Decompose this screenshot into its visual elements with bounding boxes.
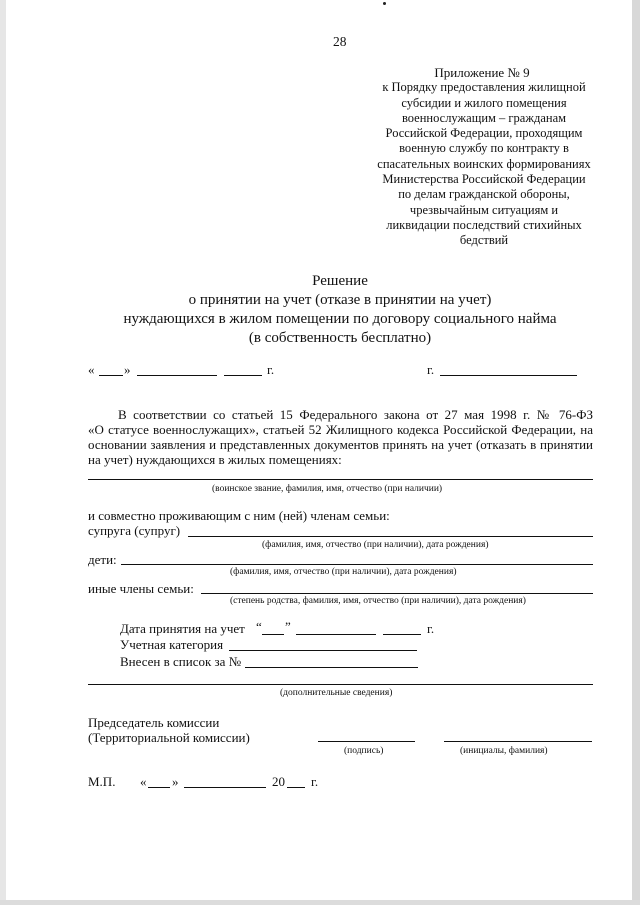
signature-caption: (подпись) [344, 746, 384, 756]
date-year-suffix: г. [267, 362, 275, 377]
stamp-month-field[interactable] [184, 787, 266, 788]
registration-year-field[interactable] [383, 634, 421, 635]
chairman-subtitle: (Территориальной комиссии) [88, 730, 250, 745]
date-close-quote: » [124, 362, 131, 377]
decision-subtitle-line: (в собственность бесплатно) [248, 330, 432, 346]
category-label: Учетная категория [120, 637, 224, 652]
children-label: дети: [88, 552, 117, 567]
spouse-caption: (фамилия, имя, отчество (при наличии), дата рождения) [262, 540, 489, 550]
scan-edge-bottom [0, 900, 640, 905]
stamp-day-field[interactable] [148, 787, 170, 788]
annex-line: субсидии и жилого помещения [401, 95, 567, 110]
annex-line: Российской Федерации, проходящим [385, 126, 583, 141]
registration-year-suffix: г. [427, 621, 435, 636]
annex-line: военнослужащим – гражданам [401, 110, 567, 125]
date-day-field[interactable] [99, 375, 123, 376]
spouse-field[interactable] [188, 536, 593, 537]
registration-day-field[interactable] [262, 634, 284, 635]
annex-line: по делам гражданской обороны, [398, 187, 570, 202]
annex-line: Министерства Российской Федерации [382, 172, 586, 187]
initials-field[interactable] [444, 741, 592, 742]
scan-dot [383, 2, 386, 5]
stamp-mp: М.П. [88, 774, 116, 789]
body-line: «О статусе военнослужащих», статьей 52 Жилищного кодекса Российской Федерации, на [88, 422, 593, 437]
annex-line: к Порядку предоставления жилищной [382, 80, 586, 95]
registration-quote-open: “ [256, 619, 262, 634]
annex-line: ликвидации последствий стихийных [386, 217, 582, 232]
decision-heading [60, 272, 620, 348]
scan-edge-right [632, 0, 640, 905]
list-number-field[interactable] [245, 667, 418, 668]
annex-header [360, 65, 608, 249]
date-open-quote: « [88, 362, 95, 377]
city-field[interactable] [440, 375, 577, 376]
registration-quote-close: ” [285, 619, 291, 634]
date-month-field[interactable] [137, 375, 217, 376]
category-field[interactable] [229, 650, 417, 651]
decision-title: Решение [312, 273, 368, 289]
other-members-label: иные члены семьи: [88, 581, 194, 596]
body-line: на учет) нуждающихся в жилых помещениях: [88, 452, 342, 467]
decision-subtitle-line: нуждающихся в жилом помещении по договору социального найма [123, 311, 557, 327]
rank-name-caption: (воинское звание, фамилия, имя, отчество (при наличии) [212, 484, 443, 494]
stamp-year-prefix: 20 [272, 774, 285, 789]
signature-field[interactable] [318, 741, 415, 742]
decision-subtitle-line: о принятии на учет (отказе в принятии на учет) [188, 292, 492, 308]
city-suffix: г. [427, 362, 435, 377]
additional-info-caption: (дополнительные сведения) [280, 688, 393, 698]
chairman-title: Председатель комиссии [88, 715, 220, 730]
annex-line: бедствий [459, 233, 509, 248]
body-line: В соответствии со статьей 15 Федерального закона от 27 мая 1998 г. № 76-ФЗ [118, 407, 593, 422]
children-caption: (фамилия, имя, отчество (при наличии), дата рождения) [230, 567, 457, 577]
registration-month-field[interactable] [296, 634, 376, 635]
other-members-caption: (степень родства, фамилия, имя, отчество (при наличии), дата рождения) [230, 596, 526, 606]
scan-edge-left [0, 0, 6, 905]
stamp-close-quote: » [172, 774, 179, 789]
annex-line: чрезвычайным ситуациям и [409, 202, 559, 217]
stamp-year-suffix: г. [311, 774, 319, 789]
page-number: 28 [333, 34, 347, 49]
date-year-field[interactable] [224, 375, 262, 376]
family-intro: и совместно проживающим с ним (ней) членам семьи: [88, 508, 390, 523]
spouse-label: супруга (супруг) [88, 523, 181, 538]
stamp-open-quote: « [140, 774, 147, 789]
children-field[interactable] [121, 564, 593, 565]
registration-date-label: Дата принятия на учет [120, 621, 245, 636]
additional-info-field[interactable] [88, 684, 593, 685]
list-label: Внесен в список за № [120, 654, 242, 669]
annex-line: спасательных воинских формированиях [377, 156, 591, 171]
annex-title: Приложение № 9 [434, 65, 530, 80]
body-line: основании заявления и представленных документов принять на учет (отказать в принятии [88, 437, 593, 452]
initials-caption: (инициалы, фамилия) [460, 746, 548, 756]
annex-line: военную службу по контракту в [399, 141, 569, 156]
stamp-year-field[interactable] [287, 787, 305, 788]
other-members-field[interactable] [201, 593, 593, 594]
rank-name-field[interactable] [88, 479, 593, 480]
